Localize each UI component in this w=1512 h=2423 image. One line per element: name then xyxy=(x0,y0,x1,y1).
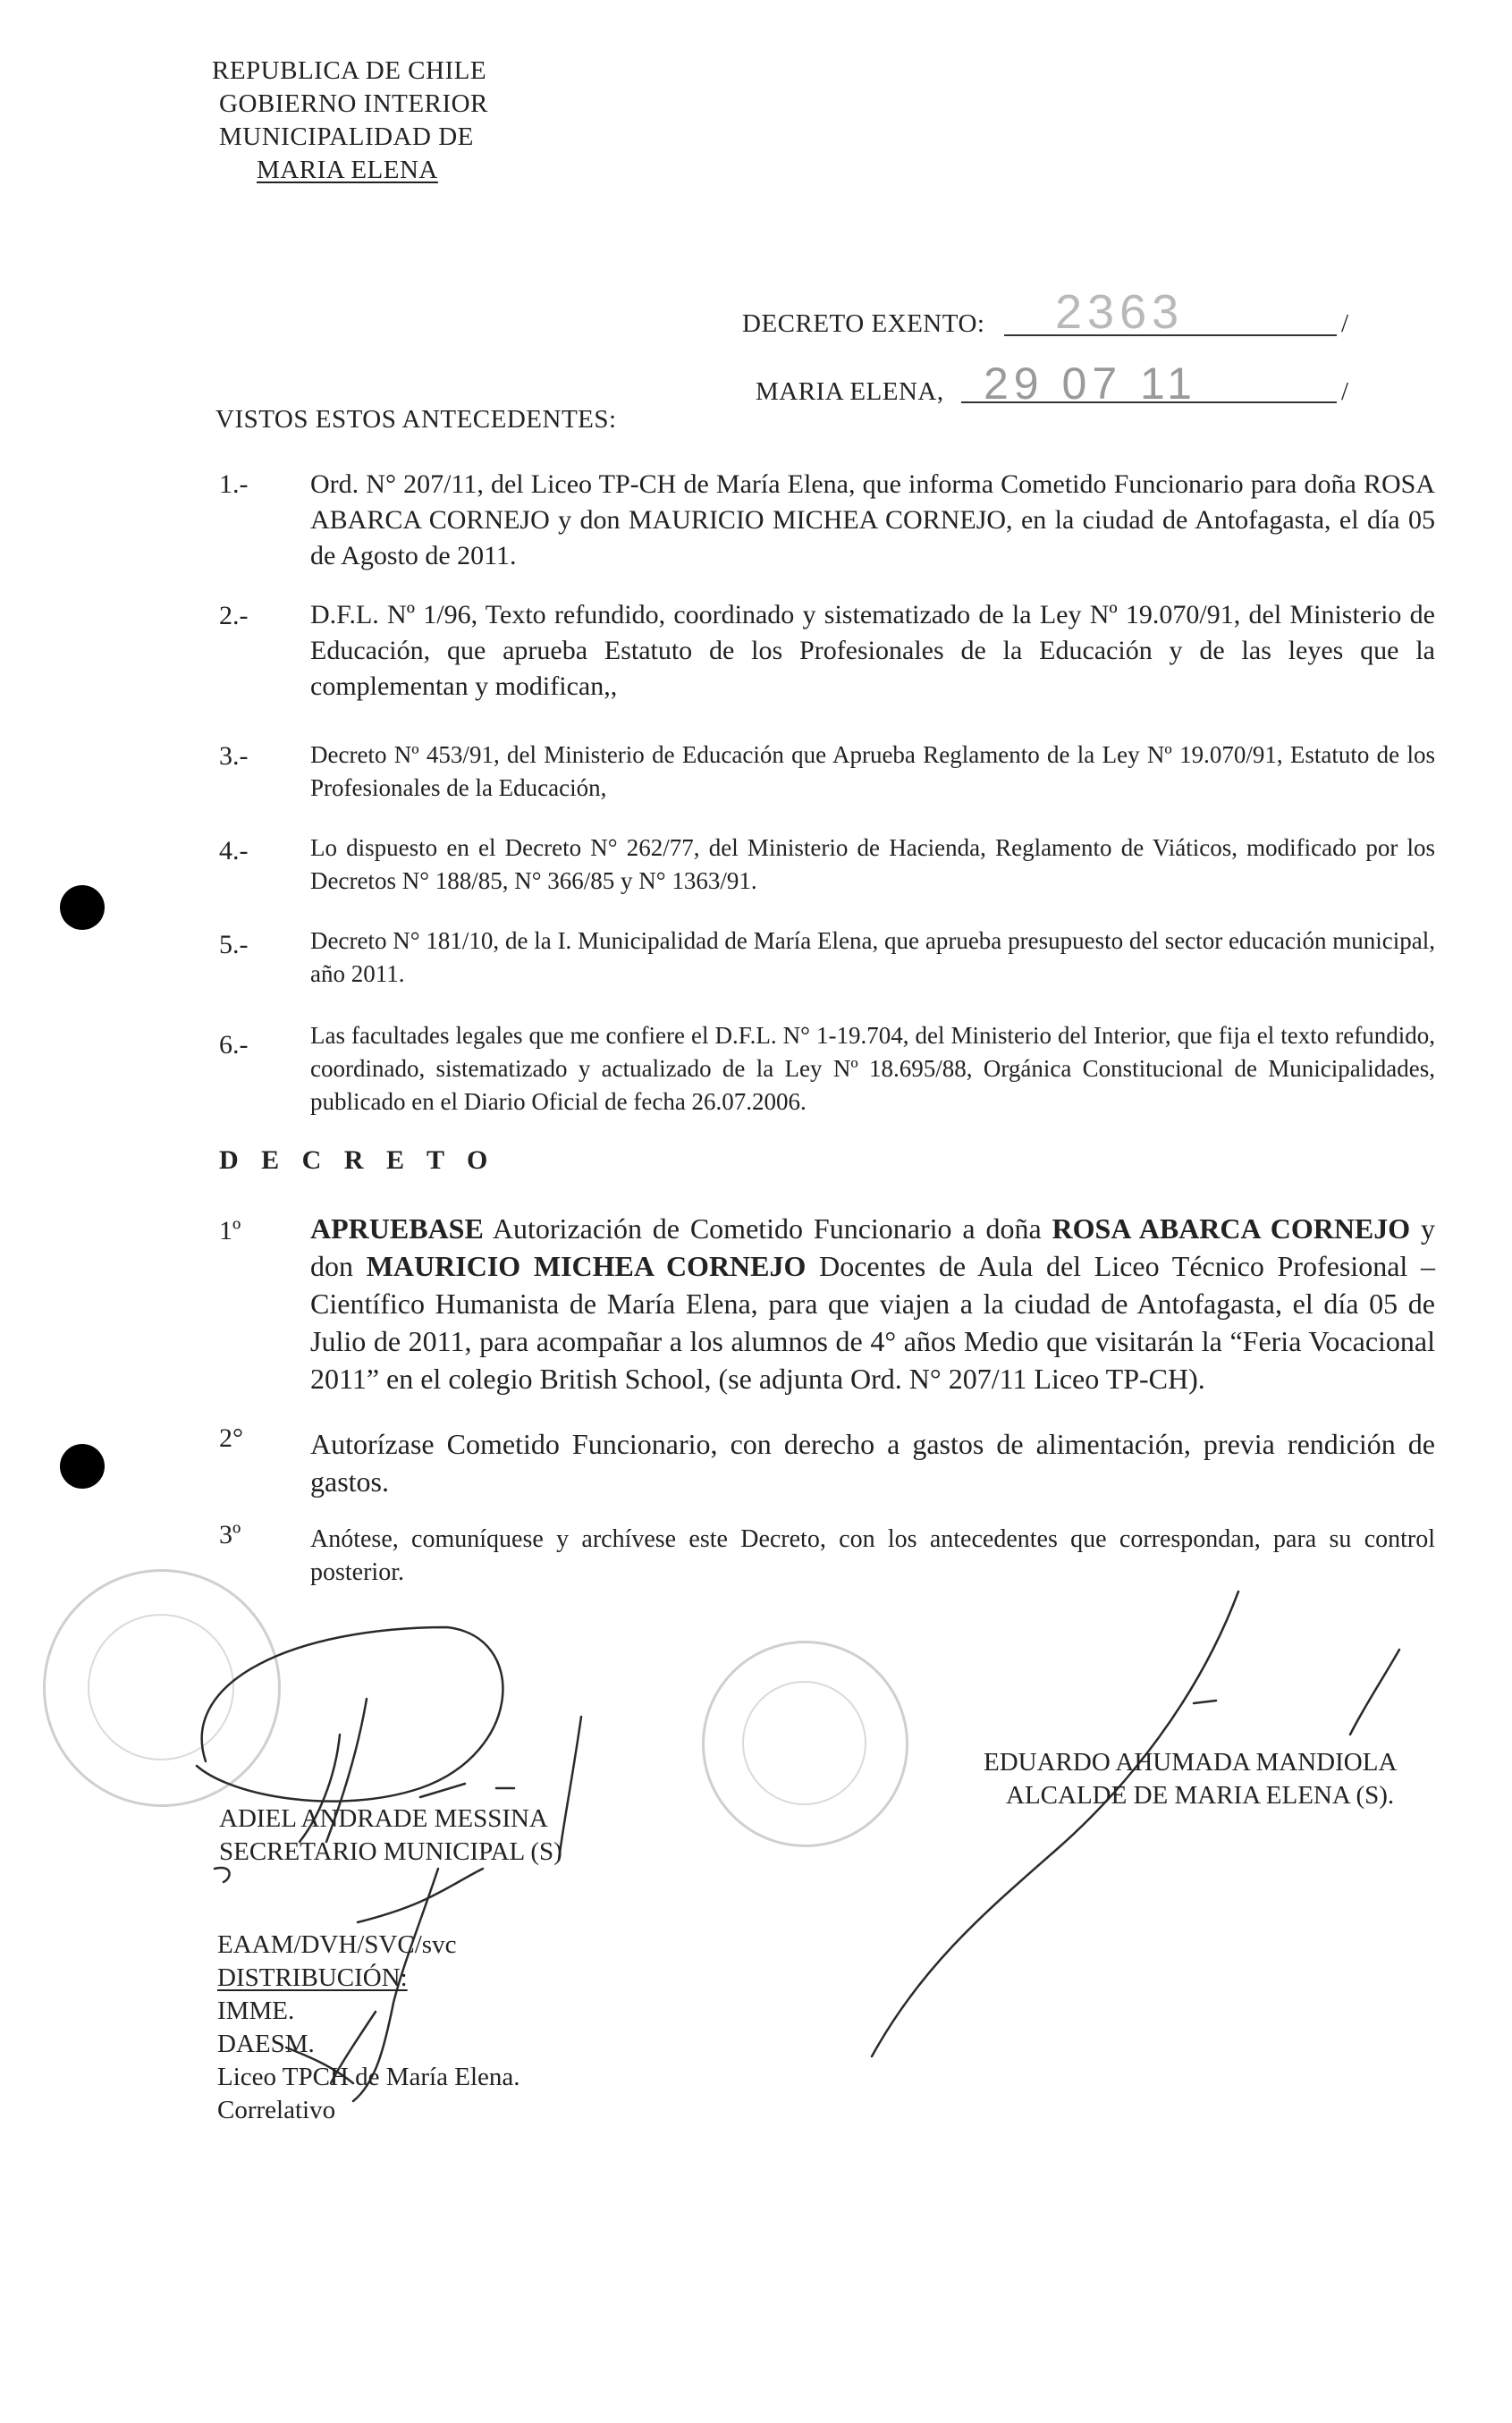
date-stamp: 29 07 11 xyxy=(984,359,1197,409)
initials: EAAM/DVH/SVC/svc xyxy=(217,1930,457,1959)
decreto-title: D E C R E T O xyxy=(219,1145,496,1175)
header-republica: REPUBLICA DE CHILE xyxy=(212,56,487,85)
antecedente-number: 6.- xyxy=(219,1030,249,1060)
antecedente-number: 2.- xyxy=(219,601,249,630)
article-1-text: Autorización de Cometido Funcionario a doña xyxy=(483,1212,1052,1245)
mayor-title: ALCALDE DE MARIA ELENA (S). xyxy=(1006,1781,1395,1810)
antecedente-number: 4.- xyxy=(219,836,249,865)
article-1-text: y don xyxy=(310,1212,1436,1282)
punch-hole-bottom xyxy=(60,1444,105,1489)
distribution-item: IMME. xyxy=(217,1997,295,2025)
decreto-exento-number: 2363 xyxy=(1055,285,1185,339)
place-date-slash: / xyxy=(1341,377,1349,406)
header-gobierno: GOBIERNO INTERIOR xyxy=(219,89,488,118)
vistos-title: VISTOS ESTOS ANTECEDENTES: xyxy=(215,405,617,434)
secretary-name: ADIEL ANDRADE MESSINA xyxy=(219,1804,548,1833)
antecedente-text: D.F.L. Nº 1/96, Texto refundido, coordinado y sistematizado de la Ley Nº 19.070/91, del Ministerio de Educación, que aprueba Estatuto de los Profesionales de la Educación y de las leyes que la complementan y modifican,, xyxy=(310,600,1435,701)
secretary-title: SECRETARIO MUNICIPAL (S) xyxy=(219,1837,562,1866)
apruebase-lead: APRUEBASE xyxy=(310,1212,484,1245)
beneficiary-name: ROSA ABARCA CORNEJO xyxy=(1052,1212,1411,1245)
municipal-seal-left-inner xyxy=(88,1614,234,1760)
article-1-text: Docentes de Aula del Liceo Técnico Profesional – Científico Humanista de María Elena, para que viajen a la ciudad de Antofagasta, el día 05 de Julio de 2011, para acompañar a los alumnos de 4° años Medio que visitarán la “Feria Vocacional 2011” en el colegio British School, (se adjunta Ord. N° 207/11 Liceo TP-CH). xyxy=(310,1250,1435,1395)
place-label: MARIA ELENA, xyxy=(756,377,944,406)
decreto-article-number: 2° xyxy=(219,1423,243,1453)
antecedente-text: Decreto N° 181/10, de la I. Municipalidad de María Elena, que aprueba presupuesto del sector educación municipal, año 2011. xyxy=(310,927,1435,987)
decreto-exento-slash: / xyxy=(1341,309,1349,338)
decreto-article-1 xyxy=(310,1210,1435,1397)
distribution-item: Correlativo xyxy=(217,2096,336,2124)
distribution-item: Liceo TPCH de María Elena. xyxy=(217,2063,520,2091)
header-maria-elena: MARIA ELENA xyxy=(257,156,438,184)
decreto-article-number: 1º xyxy=(219,1216,241,1245)
antecedente-number: 1.- xyxy=(219,469,249,499)
antecedente-text: Ord. N° 207/11, del Liceo TP-CH de María Elena, que informa Cometido Funcionario para doña ROSA ABARCA CORNEJO y don MAURICIO MICHEA CORNEJO, en la ciudad de Antofagasta, el día 05 de Agosto de 2011. xyxy=(310,469,1435,570)
antecedente-text: Lo dispuesto en el Decreto N° 262/77, del Ministerio de Hacienda, Reglamento de Viáticos, modificado por los Decretos N° 188/85, N° 366/85 y N° 1363/91. xyxy=(310,834,1435,894)
decreto-article-number: 3º xyxy=(219,1520,241,1549)
distribution-label: DISTRIBUCIÓN: xyxy=(217,1963,408,1992)
header-municipalidad: MUNICIPALIDAD DE xyxy=(219,122,474,151)
antecedente-number: 5.- xyxy=(219,930,249,959)
alcaldia-seal-right-inner xyxy=(742,1681,866,1805)
distribution-item: DAESM. xyxy=(217,2030,315,2058)
antecedente-number: 3.- xyxy=(219,741,249,771)
punch-hole-top xyxy=(60,885,105,930)
decreto-article-3: Anótese, comuníquese y archívese este Decreto, con los antecedentes que correspondan, para su control posterior. xyxy=(310,1525,1435,1586)
decreto-exento-label: DECRETO EXENTO: xyxy=(742,309,985,338)
antecedente-text: Las facultades legales que me confiere el D.F.L. N° 1-19.704, del Ministerio del Interior, que fija el texto refundido, coordinado, sistematizado y actualizado de la Ley Nº 18.695/88, Orgánica Constitucional de Municipalidades, publicado en el Diario Oficial de fecha 26.07.2006. xyxy=(310,1022,1435,1115)
mayor-name: EDUARDO AHUMADA MANDIOLA xyxy=(984,1748,1398,1777)
decreto-article-2: Autorízase Cometido Funcionario, con derecho a gastos de alimentación, previa rendición de gastos. xyxy=(310,1428,1435,1498)
beneficiary-name: MAURICIO MICHEA CORNEJO xyxy=(366,1250,807,1282)
antecedente-text: Decreto Nº 453/91, del Ministerio de Educación que Aprueba Reglamento de la Ley Nº 19.070/91, Estatuto de los Profesionales de la Educación, xyxy=(310,741,1435,801)
